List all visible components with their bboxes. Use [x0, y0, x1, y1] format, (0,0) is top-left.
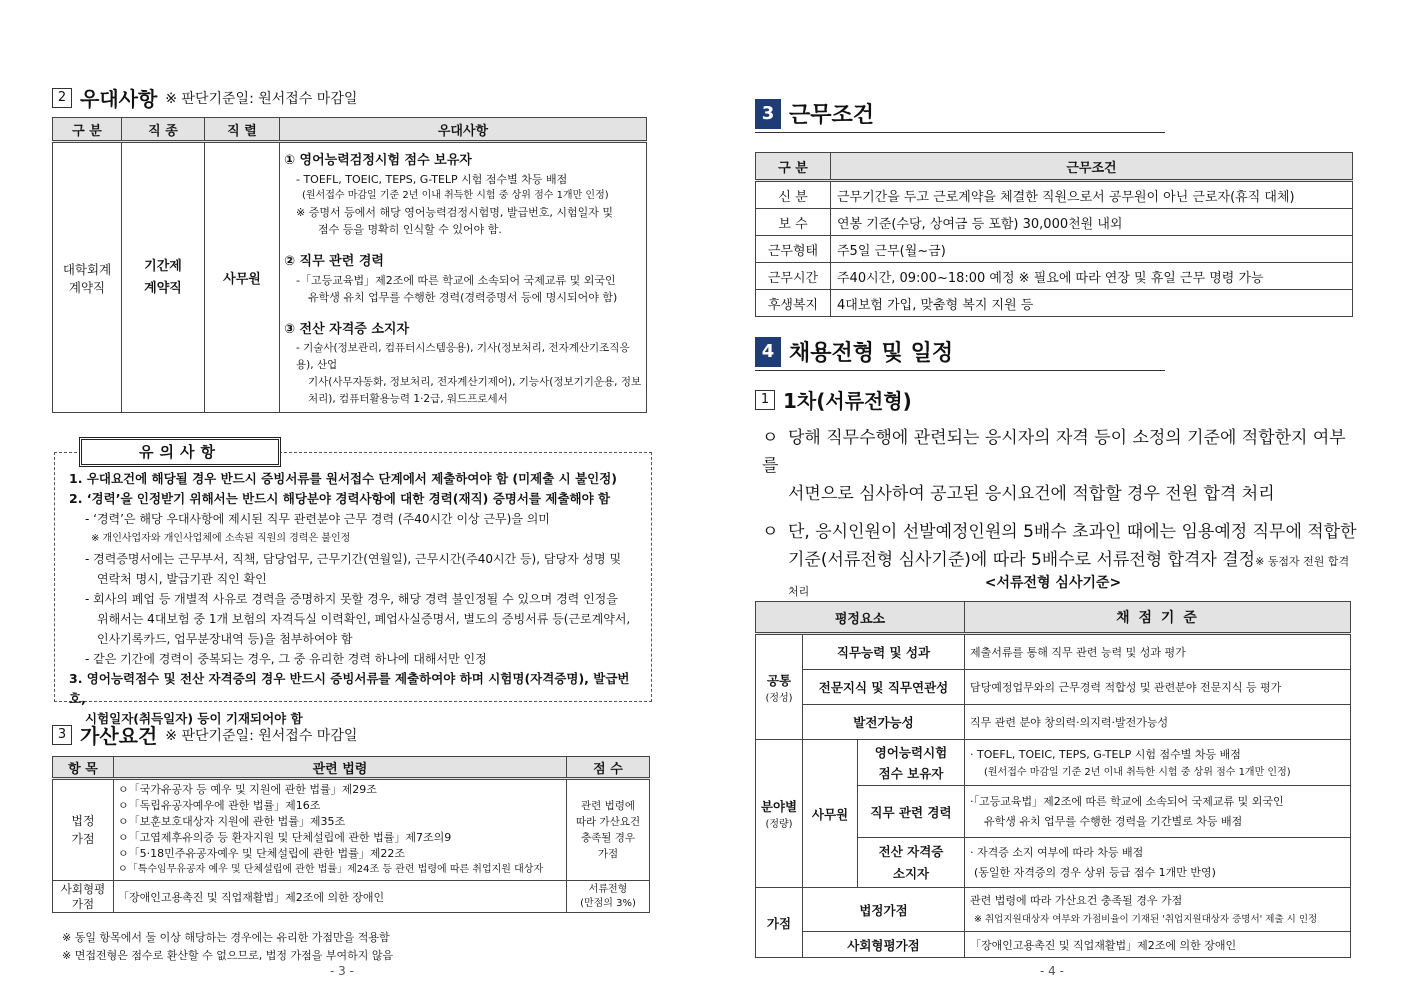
bonus-score-cell: 서류전형 (만점의 3%): [567, 881, 650, 913]
benefit-item-line: -「고등교육법」제2조에 따른 학교에 소속되어 국제교류 및 외국인: [296, 274, 616, 287]
benefit-item-line: ※ 증명서 등에서 해당 영어능력검정시험명, 발급번호, 시험일자 및: [296, 206, 613, 219]
row-value: 근무기간을 두고 근로계약을 체결한 직원으로서 공무원이 아닌 근로자(휴직 대체): [831, 181, 1353, 209]
section-title: 채용전형 및 일정: [789, 341, 954, 366]
bonus-law-cell: 「장애인고용촉진 및 직업재활법」제2조에 의한 장애인: [114, 881, 567, 913]
standard-cell: 「장애인고용촉진 및 직업재활법」제2조에 의한 장애인: [965, 932, 1351, 958]
section-2-heading: [52, 83, 357, 112]
law-line: ㅇ「고엽제후유의증 등 환자지원 및 단체설립에 관한 법률」제7조의9: [118, 831, 452, 844]
col-header: 우대사항: [280, 118, 647, 142]
section-note: ※ 판단기준일: 원서접수 마감일: [165, 727, 358, 744]
bonus-laws-cell: [114, 779, 567, 881]
standard-cell: 직무 관련 분야 창의력·의지력·발전가능성: [965, 705, 1351, 740]
field-sub: (정량): [765, 819, 793, 830]
common-label: 공통: [766, 672, 792, 688]
factor-cell: 사회형평가점: [803, 932, 965, 958]
caution-line: 3. 영어능력점수 및 전산 자격증의 경우 반드시 증빙서류를 제출하여야 하며 시험명(자격증명), 발급번호,: [69, 671, 630, 706]
benefit-table: [52, 117, 647, 413]
footnote: ※ 동일 항목에서 둘 이상 해당하는 경우에는 유리한 가점만을 적용함: [62, 931, 390, 944]
row-label: 근무형태: [756, 236, 831, 263]
criteria-table: [755, 601, 1351, 958]
benefit-item-title: ① 영어능력검정시험 점수 보유자: [284, 153, 472, 168]
caution-box: [54, 452, 652, 726]
benefit-item-line: 유학생 유치 업무를 수행한 경력(경력증명서 등에 명시되어야 함): [308, 291, 618, 304]
law-line: ㅇ「독립유공자예우에 관한 법률」제16조: [118, 799, 321, 812]
paragraph-line: 기준(서류전형 심사기준)에 따라 5배수로 서류전형 합격자 결정: [788, 550, 1256, 570]
standard-line: (원서접수 마감일 기준 2년 이내 취득한 시험 중 상위 점수 1개만 인정): [984, 766, 1291, 778]
row-label: 근무시간: [756, 263, 831, 290]
factor-cell: 전문지식 및 직무연관성: [803, 670, 965, 705]
page-number: - 3 -: [330, 964, 354, 978]
job-series-cell: 사무원: [205, 142, 280, 413]
section-title: 근무조건: [789, 103, 875, 128]
col-header: 직 종: [122, 118, 205, 142]
row-value: 주40시간, 09:00~18:00 예정 ※ 필요에 따라 연장 및 휴일 근무 명령 가능: [831, 263, 1353, 290]
caution-line: ※ 개인사업자와 개인사업체에 소속된 직원의 경력은 불인정: [91, 533, 351, 544]
bonus-item-cell: 사회형평 가점: [53, 881, 114, 913]
bullet: ㅇ: [762, 428, 779, 448]
standard-line: ※ 취업지원대상자 여부와 가점비율이 기재된 '취업지원대상자 증명서' 제출 시 인정: [974, 913, 1318, 925]
col-header: 채 점 기 준: [965, 602, 1351, 634]
benefit-item-title: ③ 전산 자격증 소지자: [284, 322, 410, 337]
section-4-heading: [755, 336, 1165, 371]
factor-cell: 직무능력 및 성과: [803, 634, 965, 670]
col-header: 항 목: [53, 757, 114, 779]
benefit-item-line: - 기술사(정보관리, 컴퓨터시스템응용), 기사(정보처리, 전자계산기조직응용), 산업: [296, 342, 630, 371]
caution-line: 2. ‘경력’을 인정받기 위해서는 반드시 해당분야 경력사항에 대한 경력(재직) 증명서를 제출해야 함: [69, 491, 611, 506]
benefit-item-line: 점수 등을 명확히 인식할 수 있어야 함.: [318, 223, 502, 236]
category-cell: 대학회계 계약직: [53, 142, 122, 413]
page-number: - 4 -: [1040, 964, 1064, 978]
col-header: 직 렬: [205, 118, 280, 142]
standard-line: · TOEFL, TOEIC, TEPS, G-TELP 시험 점수별 차등 배점: [970, 747, 1241, 761]
section-3-heading-right: [755, 98, 1165, 133]
section-title: 가산요건: [80, 724, 158, 748]
law-line: ㅇ「특수임무유공자 예우 및 단체설립에 관한 법률」제24조 등 관련 법령에 따른 취업지원 대상자: [118, 864, 544, 875]
field-job-cell: 사무원: [803, 740, 858, 888]
caution-line: 시험일자(취득일자) 등이 기재되어야 함: [85, 711, 303, 726]
criteria-title: <서류전형 심사기준>: [984, 575, 1122, 591]
row-label: 후생복지: [756, 290, 831, 317]
standard-cell: [965, 838, 1351, 888]
col-header: 점 수: [567, 757, 650, 779]
section-number: 4: [755, 337, 781, 367]
standard-cell: [965, 740, 1351, 786]
footnotes: [62, 929, 393, 965]
bonus-table: [52, 756, 650, 913]
subsection-title: 1차(서류전형): [783, 389, 912, 413]
job-type-cell: 기간제 계약직: [122, 142, 205, 413]
law-line: ㅇ「5·18민주유공자예우 및 단체설립에 관한 법률」제22조: [118, 847, 405, 860]
field-label-cell: [756, 740, 803, 888]
factor-cell: 발전가능성: [803, 705, 965, 740]
paragraph-note: ※ 동점자 전원 합격처리: [788, 555, 1350, 598]
row-value: 4대보험 가입, 맞춤형 복지 지원 등: [831, 290, 1353, 317]
law-line: ㅇ「보훈보호대상자 지원에 관한 법률」제35조: [118, 815, 346, 828]
caution-line: - ‘경력’은 해당 우대사항에 제시된 직무 관련분야 근무 경력 (주40시간 이상 근무)을 의미: [85, 512, 550, 526]
paragraph: [762, 424, 1358, 480]
col-header: 평정요소: [756, 602, 965, 634]
footnote: ※ 면접전형은 점수로 환산할 수 없으므로, 법정 가점을 부여하지 않음: [62, 949, 394, 962]
work-conditions-table: [755, 152, 1353, 317]
standard-cell: [965, 786, 1351, 838]
common-sub: (정성): [765, 692, 793, 704]
subsection-1-heading: [755, 385, 912, 414]
factor-cell: 영어능력시험 점수 보유자: [858, 740, 965, 786]
bullet: ㅇ: [762, 522, 779, 542]
col-header: 구 분: [53, 118, 122, 142]
caution-line: - 경력증명서에는 근무부서, 직책, 담당업무, 근무기간(연월일), 근무시간(주40시간 등), 담당자 성명 및: [85, 552, 622, 566]
subsection-number: 1: [755, 390, 775, 410]
common-label-cell: [756, 634, 803, 740]
bonus-item-cell: 법정 가점: [53, 779, 114, 881]
paragraph-line: 서면으로 심사하여 공고된 응시요건에 적합할 경우 전원 합격 처리: [788, 484, 1275, 504]
standard-line: ·「고등교육법」제2조에 따른 학교에 소속되어 국제교류 및 외국인: [970, 794, 1284, 808]
field-label: 분야별: [760, 799, 798, 814]
standard-line: (동일한 자격증의 경우 상위 등급 점수 1개만 반영): [974, 865, 1216, 879]
benefit-item-line: (원서접수 마감일 기준 2년 이내 취득한 시험 중 상위 점수 1개만 인정): [302, 190, 609, 201]
benefit-items-cell: [280, 142, 647, 413]
standard-line: · 자격증 소지 여부에 따라 차등 배점: [970, 845, 1144, 859]
factor-cell: 법정가점: [803, 888, 965, 932]
caution-line: - 같은 기간에 경력이 중복되는 경우, 그 중 유리한 경력 하나에 대해서만 인정: [85, 652, 487, 666]
standard-cell: [965, 888, 1351, 932]
benefit-item-line: 기사(사무자동화, 정보처리, 전자계산기제어), 기능사(정보기기운용, 정보: [308, 376, 642, 388]
row-label: 보 수: [756, 209, 831, 236]
row-label: 신 분: [756, 181, 831, 209]
benefit-item-title: ② 직무 관련 경력: [284, 254, 384, 269]
factor-cell: 직무 관련 경력: [858, 786, 965, 838]
col-header: 관련 법령: [114, 757, 567, 779]
section-note: ※ 판단기준일: 원서접수 마감일: [165, 90, 358, 107]
benefit-item-line: 처리), 컴퓨터활용능력 1·2급, 워드프로세서: [308, 393, 508, 405]
standard-cell: 제출서류를 통해 직무 관련 능력 및 성과 평가: [965, 634, 1351, 670]
law-line: ㅇ「국가유공자 등 예우 및 지원에 관한 법률」제29조: [118, 783, 377, 796]
standard-cell: 담당예정업무와의 근무경력 적합성 및 관련분야 전문지식 등 평가: [965, 670, 1351, 705]
section-number: 3: [52, 725, 72, 745]
paragraph-line: 당해 직무수행에 관련되는 응시자의 자격 등이 소정의 기준에 적합한지 여부를: [762, 428, 1346, 476]
section-number: 3: [755, 99, 781, 129]
bonus-score-cell: 관련 법령에 따라 가산요건 충족될 경우 가점: [567, 779, 650, 881]
bonus-label-cell: 가점: [756, 888, 803, 958]
standard-line: 유학생 유치 업무를 수행한 경력을 기간별로 차등 배점: [984, 814, 1243, 828]
paragraph-line: 단, 응시인원이 선발예정인원의 5배수 초과인 때에는 임용예정 직무에 적합한: [788, 522, 1357, 542]
col-header: 구 분: [756, 153, 831, 181]
standard-line: 관련 법령에 따라 가산요건 충족될 경우 가점: [970, 893, 1183, 907]
benefit-item-line: - TOEFL, TOEIC, TEPS, G-TELP 시험 점수별 차등 배점: [296, 173, 568, 186]
col-header: 근무조건: [831, 153, 1353, 181]
factor-cell: 전산 자격증 소지자: [858, 838, 965, 888]
section-title: 우대사항: [80, 87, 158, 111]
section-number: 2: [52, 88, 72, 108]
caution-line: 위해서는 4대보험 중 1개 보험의 자격득실 이력확인, 폐업사실증명서, 별도의 증빙서류 등(근로계약서,: [97, 612, 631, 626]
caution-line: 연락처 명시, 발급기관 직인 확인: [97, 572, 267, 586]
caution-line: - 회사의 폐업 등 개별적 사유로 경력을 증명하지 못할 경우, 해당 경력 불인정될 수 있으며 경력 인정을: [85, 592, 618, 606]
paragraph: [762, 518, 1358, 546]
caution-line: 1. 우대요건에 해당될 경우 반드시 증빙서류를 원서접수 단계에서 제출하여야 함 (미제출 시 불인정): [69, 471, 618, 486]
row-value: 주5일 근무(월~금): [831, 236, 1353, 263]
section-3-heading: [52, 720, 357, 749]
row-value: 연봉 기준(수당, 상여금 등 포함) 30,000천원 내외: [831, 209, 1353, 236]
caution-line: 인사기록카드, 업무분장내역 등)을 첨부하여야 함: [97, 632, 353, 646]
caution-title: 유의사항: [79, 437, 281, 467]
